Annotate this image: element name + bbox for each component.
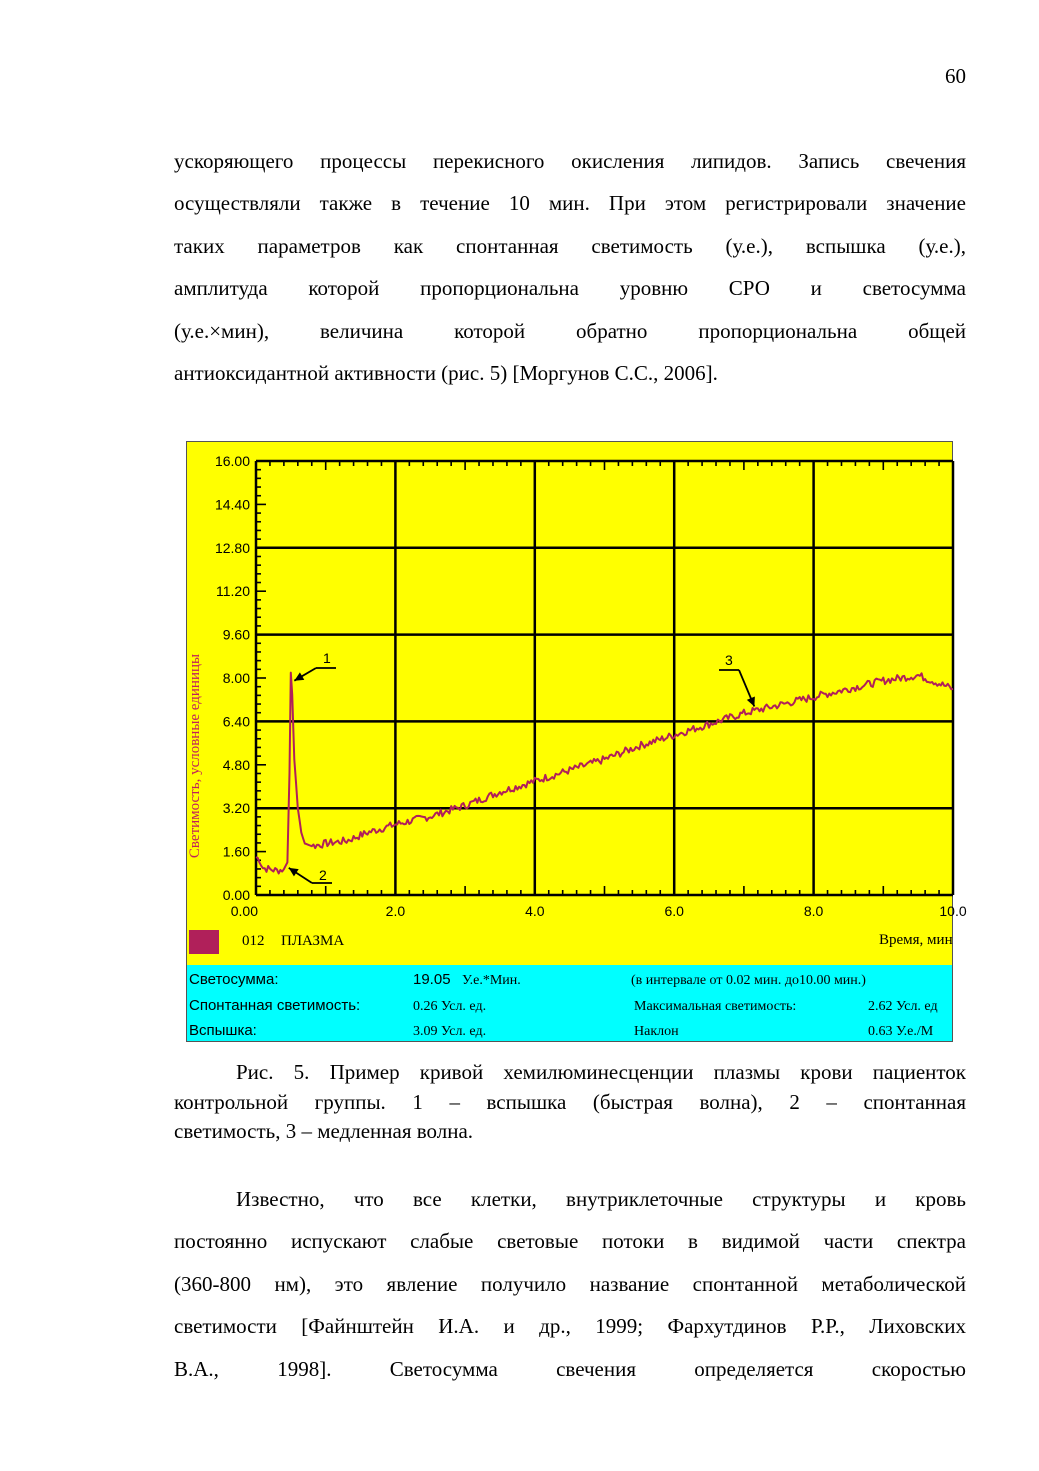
y-tick-label: 8.00 — [222, 670, 250, 686]
y-tick-label: 3.20 — [222, 800, 250, 817]
spont-label: Спонтанная светимость: — [189, 997, 361, 1014]
y-tick-label: 11.20 — [216, 583, 250, 600]
svetosumma-unit: У.е.*Мин. — [462, 973, 521, 988]
legend-swatch — [189, 930, 219, 954]
x-tick-label: 4.0 — [525, 903, 545, 919]
max-label: Максимальная светимость: — [634, 999, 797, 1014]
text-line: В.А., 1998]. Светосумма свечения определяется скоростью — [174, 1356, 966, 1381]
figure-caption — [174, 1058, 966, 1147]
text-line: постоянно испускают слабые световые потоки в видимой части спектра — [174, 1229, 966, 1254]
paragraph-2 — [174, 1178, 966, 1390]
y-tick-label: 16.00 — [214, 453, 250, 469]
y-tick-label: 1.60 — [222, 843, 250, 860]
chart-svg — [186, 441, 967, 1042]
caption-line: светимость, 3 – медленная волна. — [174, 1119, 474, 1143]
caption-line: Рис. 5. Пример кривой хемилюминесценции плазмы крови пациенток — [236, 1060, 966, 1084]
text-line: (у.е.×мин), величина которой обратно пропорциональна общей — [174, 318, 966, 343]
svetosumma-label: Светосумма: — [189, 971, 279, 988]
page-number: 60 — [945, 64, 966, 88]
y-tick-label: 9.60 — [222, 626, 250, 643]
max-value: 2.62 Усл. ед — [868, 999, 938, 1014]
x-tick-label: 2.0 — [385, 903, 406, 919]
x-tick-label: 8.0 — [803, 903, 824, 919]
text-line: ускоряющего процессы перекисного окисления липидов. Запись свечения — [174, 149, 966, 173]
paragraph-1 — [174, 140, 966, 394]
y-tick-label: 4.80 — [222, 756, 250, 773]
flash-value: 3.09 Усл. ед. — [413, 1024, 487, 1039]
text-line: таких параметров как спонтанная светимость (у.е.), вспышка (у.е.), — [174, 233, 966, 258]
chemiluminescence-figure — [186, 441, 967, 1042]
text-line: (360-800 нм), это явление получило название спонтанной метаболической — [174, 1271, 966, 1296]
flash-label: Вспышка: — [189, 1022, 257, 1039]
interval-text: (в интервале от 0.02 мин. до10.00 мин.) — [631, 973, 866, 988]
x-tick-label: 10.0 — [939, 903, 967, 919]
annotation-label: 2 — [319, 867, 327, 883]
x-tick-label: 6.0 — [664, 903, 684, 919]
spont-value: 0.26 Усл. ед. — [413, 999, 487, 1014]
y-tick-label: 14.40 — [214, 496, 250, 513]
text-line: амплитуда которой пропорциональна уровню СРО и светосумма — [174, 276, 966, 301]
x-tick-label: 0.00 — [230, 903, 258, 919]
y-tick-label: 12.80 — [214, 539, 250, 556]
x-axis-title: Время, мин — [879, 932, 953, 948]
text-line: антиоксидантной активности (рис. 5) [Моргунов С.С., 2006]. — [174, 360, 718, 385]
annotation-label: 1 — [323, 650, 331, 666]
text-line: осуществляли также в течение 10 мин. При этом регистрировали значение — [174, 191, 966, 216]
caption-line: контрольной группы. 1 – вспышка (быстрая волна), 2 – спонтанная — [174, 1089, 966, 1114]
y-axis-title: Светимость, условные единицы — [187, 653, 203, 859]
legend-code: 012 — [242, 933, 265, 949]
y-tick-label: 0.00 — [222, 887, 250, 903]
text-line: Известно, что все клетки, внутриклеточные структуры и кровь — [236, 1187, 966, 1211]
annotation-label: 3 — [725, 652, 733, 668]
text-line: светимости [Файнштейн И.А. и др., 1999; Фархутдинов Р.Р., Лиховских — [174, 1314, 966, 1339]
y-tick-label: 6.40 — [222, 713, 250, 730]
plot-background — [186, 441, 953, 965]
slope-label: Наклон — [634, 1024, 679, 1039]
svetosumma-value: 19.05 — [413, 971, 451, 988]
slope-value: 0.63 У.е./М — [868, 1024, 934, 1039]
legend-name: ПЛАЗМА — [281, 933, 345, 949]
